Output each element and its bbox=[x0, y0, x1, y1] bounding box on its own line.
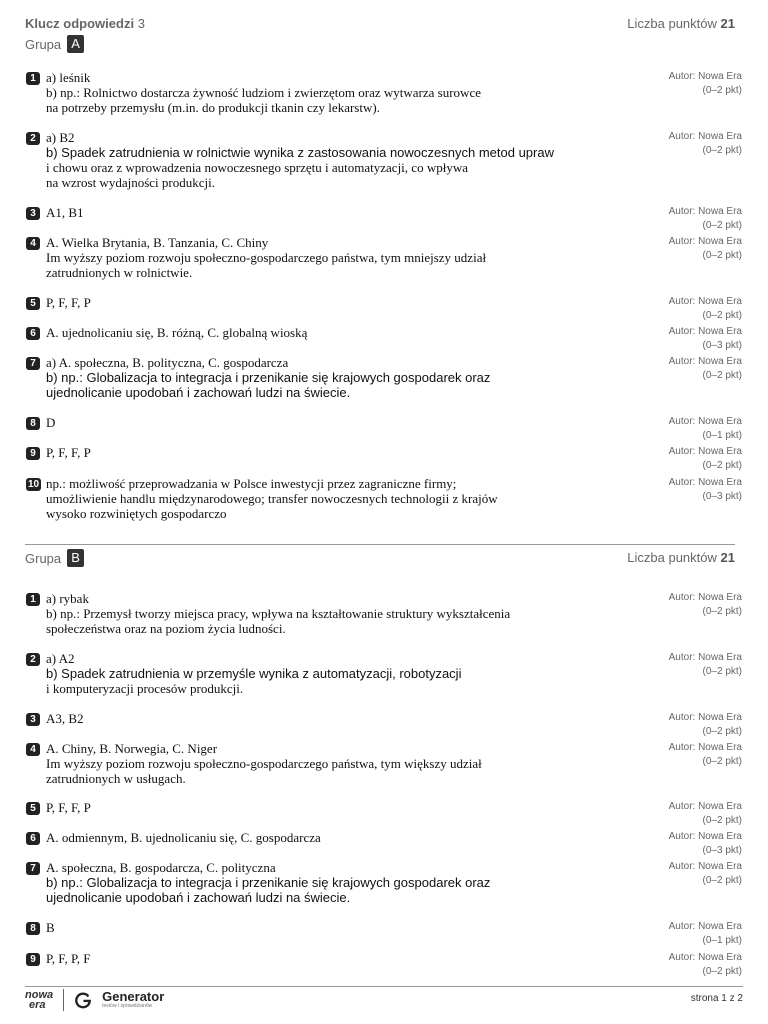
points-range: (0–2 pkt) bbox=[702, 250, 742, 261]
points-range: (0–2 pkt) bbox=[702, 756, 742, 767]
answer-text bbox=[46, 800, 91, 815]
answer-line: P, F, F, P bbox=[46, 295, 91, 310]
points-range: (0–2 pkt) bbox=[702, 145, 742, 156]
answer-text bbox=[46, 355, 490, 400]
question-number-badge: 7 bbox=[26, 357, 40, 370]
answer-line: A. Wielka Brytania, B. Tanzania, C. Chiny bbox=[46, 235, 269, 250]
answer-meta bbox=[669, 591, 742, 619]
answer-meta bbox=[669, 295, 742, 323]
answer-line: A. społeczna, B. gospodarcza, C. polityczna bbox=[46, 860, 276, 875]
points-range: (0–2 pkt) bbox=[702, 726, 742, 737]
question-number-badge: 1 bbox=[26, 593, 40, 606]
group-b-label: Grupa B bbox=[25, 549, 84, 567]
document-title: Klucz odpowiedzi 3 bbox=[25, 16, 145, 31]
question-number-badge: 2 bbox=[26, 132, 40, 145]
points-range: (0–3 pkt) bbox=[702, 491, 742, 502]
points-range: (0–2 pkt) bbox=[702, 666, 742, 677]
answer-line: na wzrost wydajności produkcji. bbox=[46, 175, 215, 190]
group-letter-badge: B bbox=[67, 549, 84, 567]
answer-text bbox=[46, 130, 554, 190]
generator-logo-icon bbox=[74, 991, 92, 1009]
answer-line: ujednolicanie upodobań i zachowań ludzi na świecie. bbox=[46, 890, 351, 905]
answer-meta bbox=[669, 415, 742, 443]
author-label: Autor: Nowa Era bbox=[668, 861, 742, 872]
answer-line: A. odmiennym, B. ujednolicaniu się, C. gospodarcza bbox=[46, 830, 321, 845]
generator-logo-text: Generator testów i sprawdzianów bbox=[102, 989, 165, 1009]
answer-line: A. ujednolicaniu się, B. różną, C. globalną wioską bbox=[46, 325, 308, 340]
group-letter-badge: A bbox=[67, 35, 84, 53]
answer-text bbox=[46, 445, 91, 460]
answer-text bbox=[46, 415, 55, 430]
answer-line: a) leśnik bbox=[46, 70, 91, 85]
question-number-badge: 1 bbox=[26, 72, 40, 85]
author-label: Autor: Nowa Era bbox=[668, 131, 742, 142]
question-number-badge: 5 bbox=[26, 802, 40, 815]
points-range: (0–2 pkt) bbox=[702, 460, 742, 471]
answer-meta bbox=[669, 920, 742, 948]
answer-meta bbox=[669, 325, 742, 353]
points-range: (0–2 pkt) bbox=[702, 815, 742, 826]
answer-line: P, F, F, P bbox=[46, 800, 91, 815]
answer-line: społeczeństwa oraz na poziom życia ludności. bbox=[46, 621, 286, 636]
answer-line: b) np.: Rolnictwo dostarcza żywność ludziom i zwierzętom oraz wytwarza surowce bbox=[46, 85, 481, 100]
question-number-badge: 8 bbox=[26, 417, 40, 430]
question-number-badge: 9 bbox=[26, 953, 40, 966]
answer-line: b) np.: Globalizacja to integracja i przenikanie się krajowych gospodarek oraz bbox=[46, 875, 491, 890]
answer-text bbox=[46, 951, 91, 966]
answer-text bbox=[46, 591, 510, 636]
points-range: (0–2 pkt) bbox=[702, 310, 742, 321]
points-range: (0–3 pkt) bbox=[702, 340, 742, 351]
section-divider bbox=[25, 544, 735, 545]
points-range: (0–2 pkt) bbox=[702, 966, 742, 977]
answer-line: Im wyższy poziom rozwoju społeczno-gospodarczego państwa, tym mniejszy udział bbox=[46, 250, 487, 265]
answer-meta bbox=[669, 235, 742, 263]
answer-line: P, F, F, P bbox=[46, 445, 91, 460]
author-label: Autor: Nowa Era bbox=[668, 236, 742, 247]
answer-text bbox=[46, 711, 84, 726]
answer-meta bbox=[669, 830, 742, 858]
author-label: Autor: Nowa Era bbox=[668, 712, 742, 723]
answer-text bbox=[46, 476, 498, 521]
author-label: Autor: Nowa Era bbox=[668, 652, 742, 663]
answer-text bbox=[46, 295, 91, 310]
points-range: (0–2 pkt) bbox=[702, 606, 742, 617]
question-number-badge: 7 bbox=[26, 862, 40, 875]
answer-text bbox=[46, 860, 490, 905]
answer-line: i komputeryzacji procesów produkcji. bbox=[46, 681, 244, 696]
answer-text bbox=[46, 651, 461, 696]
answer-text bbox=[46, 205, 84, 220]
question-number-badge: 8 bbox=[26, 922, 40, 935]
answer-text bbox=[46, 920, 55, 935]
answer-meta bbox=[669, 355, 742, 383]
points-range: (0–2 pkt) bbox=[702, 370, 742, 381]
author-label: Autor: Nowa Era bbox=[668, 296, 742, 307]
question-number-badge: 5 bbox=[26, 297, 40, 310]
answer-text bbox=[46, 70, 481, 115]
author-label: Autor: Nowa Era bbox=[668, 831, 742, 842]
answer-line: b) np.: Przemysł tworzy miejsca pracy, wpływa na kształtowanie struktury wykształcenia bbox=[46, 606, 511, 621]
points-range: (0–1 pkt) bbox=[702, 935, 742, 946]
points-total-a: Liczba punktów 21 bbox=[627, 16, 735, 31]
points-total-b: Liczba punktów 21 bbox=[627, 550, 735, 565]
answer-line: b) Spadek zatrudnienia w przemyśle wynika z automatyzacji, robotyzacji bbox=[46, 666, 462, 681]
author-label: Autor: Nowa Era bbox=[668, 801, 742, 812]
author-label: Autor: Nowa Era bbox=[668, 326, 742, 337]
answer-meta bbox=[669, 130, 742, 158]
answer-meta bbox=[669, 860, 742, 888]
author-label: Autor: Nowa Era bbox=[668, 477, 742, 488]
answer-meta bbox=[669, 951, 742, 979]
answer-line: A3, B2 bbox=[46, 711, 84, 726]
answer-line: P, F, P, F bbox=[46, 951, 91, 966]
answer-line: a) A. społeczna, B. polityczna, C. gospodarcza bbox=[46, 355, 289, 370]
question-number-badge: 6 bbox=[26, 832, 40, 845]
logo-separator bbox=[63, 989, 64, 1011]
author-label: Autor: Nowa Era bbox=[668, 592, 742, 603]
answer-meta bbox=[669, 445, 742, 473]
author-label: Autor: Nowa Era bbox=[668, 742, 742, 753]
answer-line: A. Chiny, B. Norwegia, C. Niger bbox=[46, 741, 218, 756]
answer-text bbox=[46, 235, 486, 280]
footer-divider bbox=[25, 986, 743, 987]
answer-line: zatrudnionych w rolnictwie. bbox=[46, 265, 193, 280]
page-number: strona 1 z 2 bbox=[690, 993, 743, 1004]
answer-line: wysoko rozwiniętych gospodarczo bbox=[46, 506, 227, 521]
author-label: Autor: Nowa Era bbox=[668, 416, 742, 427]
question-number-badge: 6 bbox=[26, 327, 40, 340]
question-number-badge: 2 bbox=[26, 653, 40, 666]
author-label: Autor: Nowa Era bbox=[668, 446, 742, 457]
author-label: Autor: Nowa Era bbox=[668, 356, 742, 367]
answer-line: i chowu oraz z wprowadzenia nowoczesnego sprzętu i automatyzacji, co wpływa bbox=[46, 160, 468, 175]
question-number-badge: 3 bbox=[26, 713, 40, 726]
answer-line: a) A2 bbox=[46, 651, 75, 666]
question-number-badge: 10 bbox=[28, 479, 40, 490]
author-label: Autor: Nowa Era bbox=[668, 952, 742, 963]
points-range: (0–2 pkt) bbox=[702, 85, 742, 96]
points-range: (0–2 pkt) bbox=[702, 220, 742, 231]
author-label: Autor: Nowa Era bbox=[668, 71, 742, 82]
answer-line: a) B2 bbox=[46, 130, 75, 145]
answer-meta bbox=[669, 205, 742, 233]
question-number-badge: 9 bbox=[26, 447, 40, 460]
answer-line: B bbox=[46, 920, 55, 935]
answer-meta bbox=[669, 70, 742, 98]
answer-meta bbox=[669, 800, 742, 828]
author-label: Autor: Nowa Era bbox=[668, 921, 742, 932]
answer-line: umożliwienie handlu międzynarodowego; transfer nowoczesnych technologii z krajów bbox=[46, 491, 498, 506]
answer-meta bbox=[669, 741, 742, 769]
author-label: Autor: Nowa Era bbox=[668, 206, 742, 217]
points-range: (0–2 pkt) bbox=[702, 875, 742, 886]
question-number-badge: 4 bbox=[26, 743, 40, 756]
question-number-badge: 4 bbox=[26, 237, 40, 250]
nowa-era-logo: nowa era bbox=[25, 989, 54, 1011]
answer-meta bbox=[669, 651, 742, 679]
group-a-label: Grupa A bbox=[25, 35, 84, 53]
footer-brand bbox=[25, 989, 164, 1011]
answer-line: Im wyższy poziom rozwoju społeczno-gospodarczego państwa, tym większy udział bbox=[46, 756, 482, 771]
answer-line: na potrzeby przemysłu (m.in. do produkcji tkanin czy lekarstw). bbox=[46, 100, 380, 115]
answer-meta bbox=[669, 711, 742, 739]
answer-line: np.: możliwość przeprowadzania w Polsce inwestycji przez zagraniczne firmy; bbox=[46, 476, 457, 491]
answer-line: b) np.: Globalizacja to integracja i przenikanie się krajowych gospodarek oraz bbox=[46, 370, 491, 385]
answer-line: A1, B1 bbox=[46, 205, 84, 220]
question-number-badge: 3 bbox=[26, 207, 40, 220]
answer-line: zatrudnionych w usługach. bbox=[46, 771, 186, 786]
answer-meta bbox=[669, 476, 742, 504]
answer-line: a) rybak bbox=[46, 591, 89, 606]
answer-text bbox=[46, 830, 321, 845]
answer-line: ujednolicanie upodobań i zachowań ludzi na świecie. bbox=[46, 385, 351, 400]
answer-line: D bbox=[46, 415, 56, 430]
answer-text bbox=[46, 741, 482, 786]
answer-text bbox=[46, 325, 307, 340]
answer-line: b) Spadek zatrudnienia w rolnictwie wynika z zastosowania nowoczesnych metod upraw bbox=[46, 145, 554, 160]
points-range: (0–3 pkt) bbox=[702, 845, 742, 856]
points-range: (0–1 pkt) bbox=[702, 430, 742, 441]
